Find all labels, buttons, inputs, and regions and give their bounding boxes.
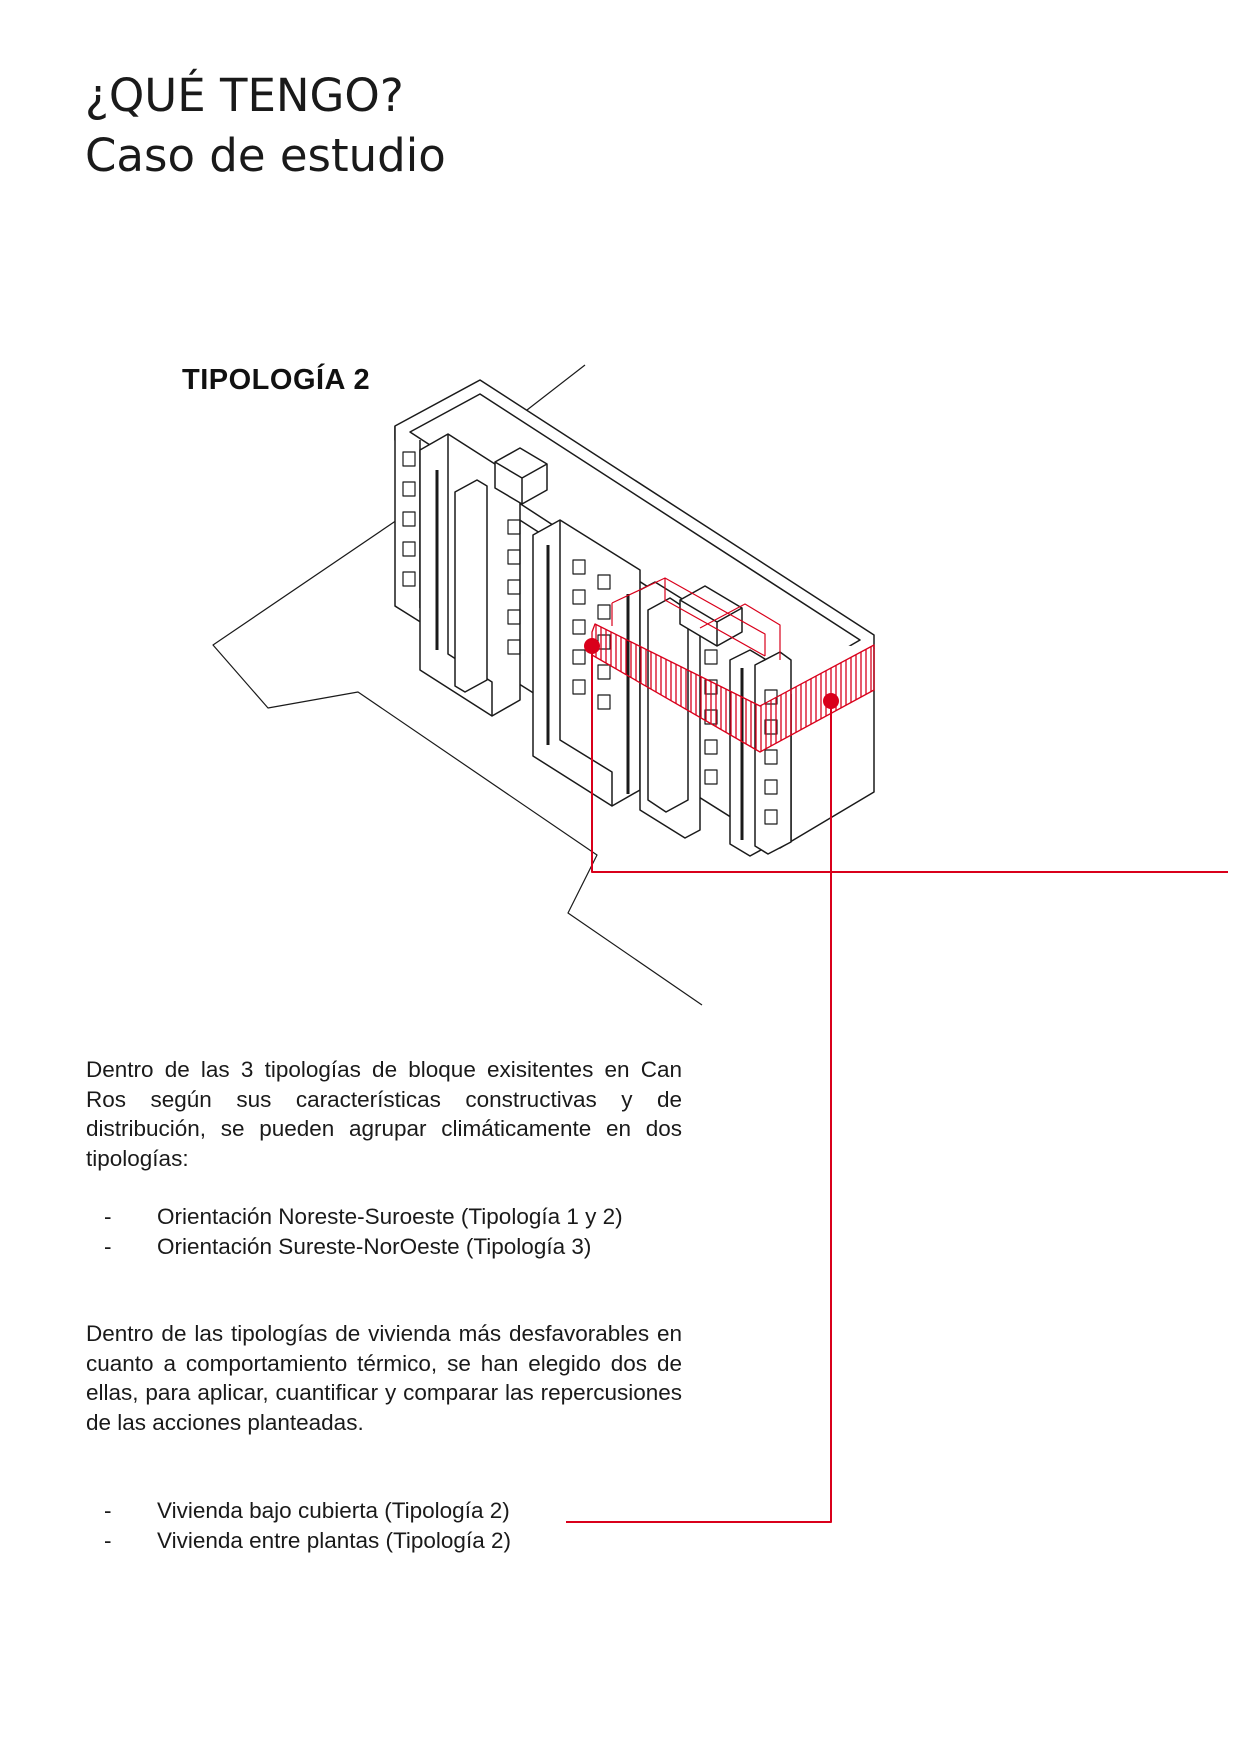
list-item <box>100 1202 623 1232</box>
list-item-text: Vivienda bajo cubierta (Tipología 2) <box>157 1498 510 1523</box>
list-marker: - <box>104 1527 112 1553</box>
list-item-text: Orientación Noreste-Suroeste (Tipología 1 y 2) <box>157 1204 623 1229</box>
list-item <box>100 1526 511 1556</box>
list-item-text: Vivienda entre plantas (Tipología 2) <box>157 1527 511 1553</box>
orientation-list <box>100 1202 623 1261</box>
title-line-1: ¿QUÉ TENGO? <box>85 69 404 122</box>
typology-label: TIPOLOGÍA 2 <box>182 364 371 396</box>
list-item <box>100 1232 623 1262</box>
dwelling-list <box>100 1496 511 1555</box>
intro-paragraph: Dentro de las 3 tipologías de bloque exisitentes en Can Ros según sus características constructivas y de distribución, se pueden agrupar climáticamente en dos tipologías: <box>86 1057 682 1171</box>
list-item <box>100 1496 511 1526</box>
list-item-text: Orientación Sureste-NorOeste (Tipología 3) <box>157 1233 592 1259</box>
selection-paragraph: Dentro de las tipologías de vivienda más desfavorables en cuanto a comportamiento térmico, se han elegido dos de ellas, para aplicar, cuantificar y comparar las repercusiones de las acciones planteadas. <box>86 1321 682 1435</box>
list-marker: - <box>104 1498 112 1523</box>
building-block <box>395 380 874 856</box>
list-marker: - <box>104 1233 112 1259</box>
list-marker: - <box>104 1204 112 1229</box>
title-line-2: Caso de estudio <box>85 129 446 182</box>
